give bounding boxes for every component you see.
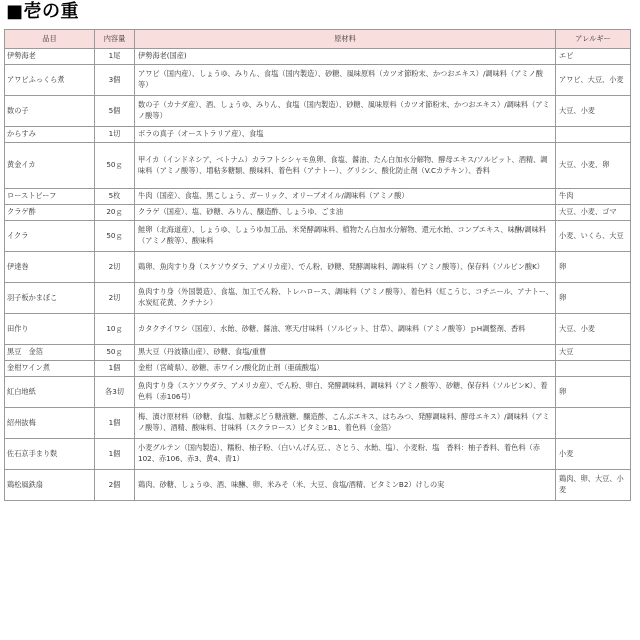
item-cell: 羽子板かまぼこ	[5, 283, 95, 314]
ingredients-cell: 鮭卵（北海道産）、しょうゆ、しょうゆ加工品、米発酵調味料、植物たん白加水分解物、還元水飴、コンブエキス、味醂/調味料（アミノ酸等）、酸味料	[135, 221, 556, 252]
ingredients-cell: 魚肉すり身（スケソウダラ、アメリカ産）、でん粉、卵白、発酵調味料、調味料（アミノ酸等）、砂糖、保存料（ソルビンK）、着色料（赤106号）	[135, 377, 556, 408]
quantity-cell: 1尾	[95, 49, 135, 65]
allergy-cell	[556, 127, 631, 143]
item-cell: 紅白地紙	[5, 377, 95, 408]
table-row	[5, 345, 631, 361]
allergy-cell: 牛肉	[556, 189, 631, 205]
header-quantity: 内容量	[95, 30, 135, 49]
item-cell: 数の子	[5, 96, 95, 127]
ingredients-cell: ボラの真子（オーストラリア産）、食塩	[135, 127, 556, 143]
ingredients-cell: 甲イカ（インドネシア、ベトナム）カラフトシシャモ魚卵、食塩、醤油、たん白加水分解物、酵母エキス/ソルビット、酒精、調味料（アミノ酸等）、増粘多糖類、酸味料、着色料（アナトー）、グリシン、酸化防止剤（V.Cカテキン）、香料	[135, 143, 556, 189]
allergy-cell: 小麦	[556, 439, 631, 470]
ingredients-cell: カタクチイワシ（国産）、水飴、砂糖、醤油、寒天/甘味料（ソルビット、甘草）、調味料（アミノ酸等）ｐH調整剤、香料	[135, 314, 556, 345]
quantity-cell: 1個	[95, 361, 135, 377]
item-cell: からすみ	[5, 127, 95, 143]
item-cell: 鶏松風鉄扇	[5, 470, 95, 501]
item-cell: アワビふっくら煮	[5, 65, 95, 96]
item-cell: 紹州抜梅	[5, 408, 95, 439]
item-cell: 伊勢海老	[5, 49, 95, 65]
item-cell: 伊達巻	[5, 252, 95, 283]
table-row	[5, 439, 631, 470]
allergy-cell	[556, 408, 631, 439]
table-row	[5, 127, 631, 143]
table-row	[5, 49, 631, 65]
item-cell: 田作り	[5, 314, 95, 345]
quantity-cell: 1切	[95, 127, 135, 143]
quantity-cell: 50ｇ	[95, 345, 135, 361]
quantity-cell: 20ｇ	[95, 205, 135, 221]
allergy-cell: エビ	[556, 49, 631, 65]
allergy-cell: 鶏肉、卵、大豆、小麦	[556, 470, 631, 501]
item-cell: イクラ	[5, 221, 95, 252]
ingredients-cell: 伊勢海老(国産)	[135, 49, 556, 65]
ingredients-cell: 鶏肉、砂糖、しょうゆ、酒、味醂、卵、米みそ（米、大豆、食塩/酒精、ビタミンB2）けしの実	[135, 470, 556, 501]
ingredients-cell: 数の子（カナダ産）、酒、しょうゆ、みりん、食塩（国内製造）、砂糖、風味原料（カツオ節粉末、かつおエキス）/調味料（アミノ酸等）	[135, 96, 556, 127]
allergy-cell: 大豆、小麦、卵	[556, 143, 631, 189]
ingredients-cell: アワビ（国内産）、しょうゆ、みりん、食塩（国内製造）、砂糖、風味原料（カツオ節粉末、かつおエキス）/調味料（アミノ酸等）	[135, 65, 556, 96]
table-row	[5, 189, 631, 205]
table-row	[5, 361, 631, 377]
item-cell: 黒豆 金箔	[5, 345, 95, 361]
quantity-cell: 5枚	[95, 189, 135, 205]
table-row	[5, 470, 631, 501]
ingredients-cell: 金柑（宮崎県）、砂糖、赤ワイン/酸化防止剤（亜硫酸塩）	[135, 361, 556, 377]
ingredients-table	[4, 29, 631, 501]
table-row	[5, 314, 631, 345]
item-cell: 黄金イカ	[5, 143, 95, 189]
allergy-cell: 大豆、小麦	[556, 314, 631, 345]
ingredients-cell: クラゲ（国産）、塩、砂糖、みりん、醸造酢、しょうゆ、ごま油	[135, 205, 556, 221]
item-cell: 金柑ワイン煮	[5, 361, 95, 377]
item-cell: 佐石京手まり麩	[5, 439, 95, 470]
quantity-cell: 5個	[95, 96, 135, 127]
quantity-cell: 各3切	[95, 377, 135, 408]
allergy-cell	[556, 361, 631, 377]
header-ingredients: 原材料	[135, 30, 556, 49]
table-row	[5, 205, 631, 221]
quantity-cell: 50ｇ	[95, 143, 135, 189]
table-row	[5, 143, 631, 189]
allergy-cell: 大豆、小麦	[556, 96, 631, 127]
ingredients-cell: 鶏卵、魚肉すり身（スケソウダラ、アメリカ産）、でん粉、砂糖、発酵調味料、調味料（アミノ酸等）、保存料（ソルビン酸K）	[135, 252, 556, 283]
table-row	[5, 96, 631, 127]
quantity-cell: 1個	[95, 439, 135, 470]
item-cell: ローストビーフ	[5, 189, 95, 205]
allergy-cell: 大豆	[556, 345, 631, 361]
allergy-cell: 卵	[556, 252, 631, 283]
header-item: 品目	[5, 30, 95, 49]
table-row	[5, 65, 631, 96]
allergy-cell: 卵	[556, 283, 631, 314]
quantity-cell: 2切	[95, 252, 135, 283]
quantity-cell: 2個	[95, 470, 135, 501]
quantity-cell: 50ｇ	[95, 221, 135, 252]
table-row	[5, 252, 631, 283]
quantity-cell: 3個	[95, 65, 135, 96]
allergy-cell: アワビ、大豆、小麦	[556, 65, 631, 96]
allergy-cell: 小麦、いくら、大豆	[556, 221, 631, 252]
ingredients-cell: 黒大豆（丹波篠山産）、砂糖、食塩/重曹	[135, 345, 556, 361]
allergy-cell: 卵	[556, 377, 631, 408]
table-row	[5, 377, 631, 408]
ingredients-cell: 魚肉すり身（外国製造）、食塩、加工でん粉、トレハロース、調味料（アミノ酸等）、着色料（紅こうじ、コチニール、アナトー、水炭紅花黄、クチナシ）	[135, 283, 556, 314]
ingredients-cell: 梅、漬け原材料（砂糖、食塩、加糖ぶどう糖液糖、醸造酢、こんぶエキス、はちみつ、発酵調味料、酵母エキス）/調味料（アミノ酸等）、酒精、酸味料、甘味料（スクラロース）ビタミンB1、着色料（金箔）	[135, 408, 556, 439]
table-row	[5, 408, 631, 439]
quantity-cell: 10ｇ	[95, 314, 135, 345]
quantity-cell: 2切	[95, 283, 135, 314]
table-row	[5, 221, 631, 252]
table-row	[5, 283, 631, 314]
ingredients-cell: 小麦グルテン（国内製造）、糯粉、柚子粉、（白いんげん豆、、さとう、水飴、塩）、小麦粉、塩 香料：柚子香料、着色料（赤102、赤106、赤3、黄4、青1）	[135, 439, 556, 470]
allergy-cell: 大豆、小麦、ゴマ	[556, 205, 631, 221]
item-cell: クラゲ酢	[5, 205, 95, 221]
ingredients-cell: 牛肉（国産）、食塩、黒こしょう、ガーリック、オリーブオイル/調味料（アミノ酸）	[135, 189, 556, 205]
table-header-row	[5, 30, 631, 49]
quantity-cell: 1個	[95, 408, 135, 439]
header-allergy: アレルギー	[556, 30, 631, 49]
page-title: ■壱の重	[6, 1, 80, 22]
